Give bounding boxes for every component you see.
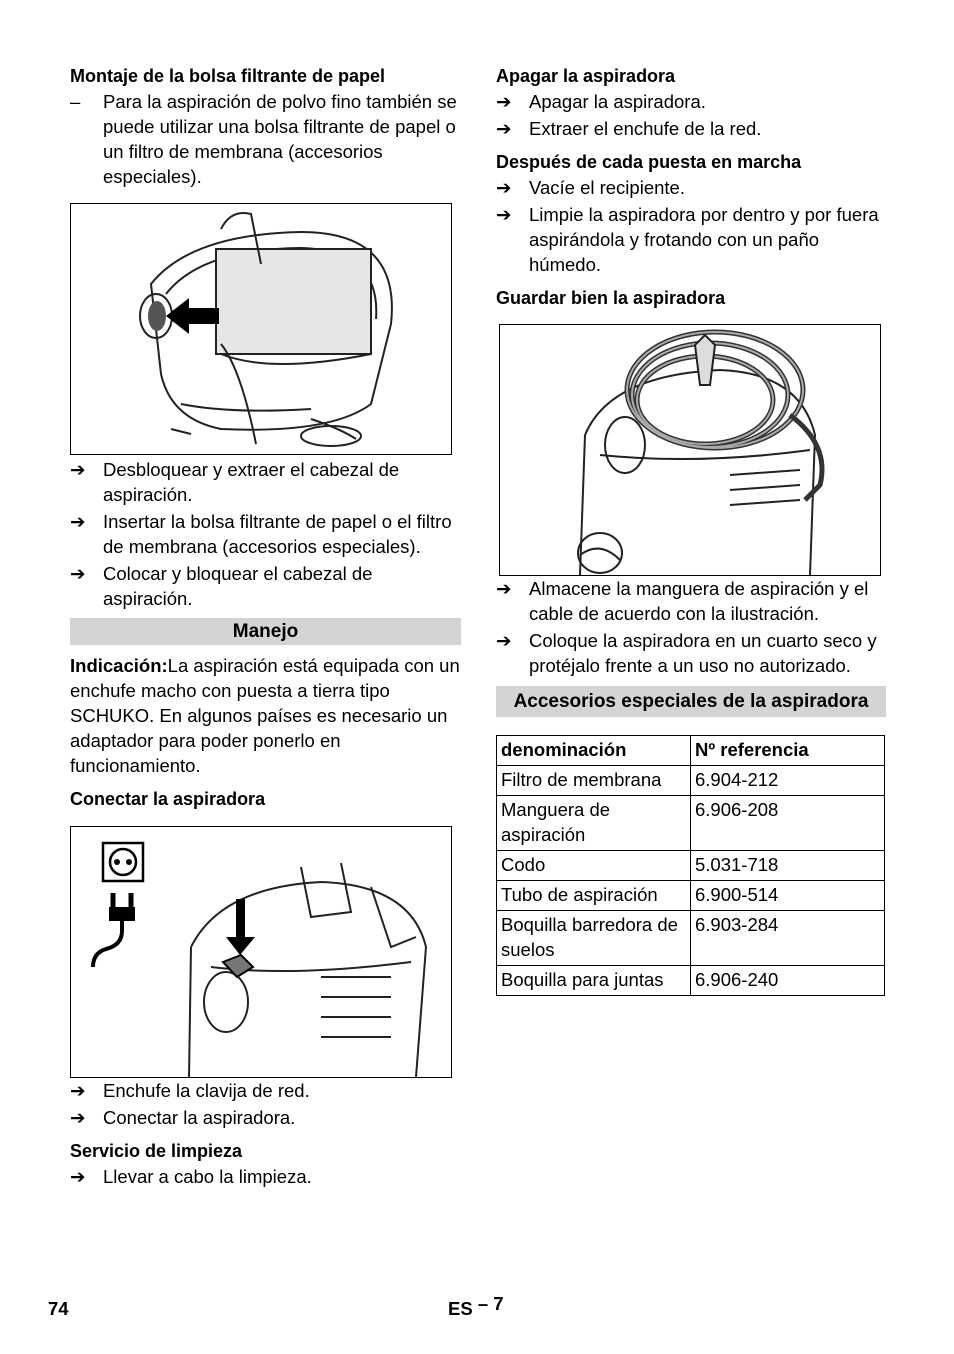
arrow-right-icon: ➔ (70, 1166, 86, 1187)
step-item: ➔ Vacíe el recipiente. (496, 177, 685, 198)
step-item: ➔ Llevar a cabo la limpieza. (70, 1166, 312, 1187)
section-band-accesorios: Accesorios especiales de la aspiradora (496, 686, 886, 717)
section-title-storage: Guardar bien la aspiradora (496, 288, 726, 308)
table-row: Boquilla barredora de suelos 6.903-284 (497, 911, 885, 966)
arrow-right-icon: ➔ (496, 578, 512, 599)
right-column (496, 64, 886, 996)
step-item: ➔ Insertar la bolsa filtrante de papel o el filtro de membrana (accesorios especiales). (70, 511, 452, 557)
left-column (70, 64, 461, 1191)
dash-item: – Para la aspiración de polvo fino también se puede utilizar una bolsa filtrante de papel o un filtro de membrana (accesorios especiales). (70, 91, 457, 187)
figure-filter-bag (70, 203, 452, 455)
arrow-right-icon: ➔ (496, 204, 512, 225)
section-title-connect: Conectar la aspiradora (70, 789, 266, 809)
footer-section (448, 1293, 504, 1320)
note-paragraph (70, 653, 461, 778)
arrow-right-icon: ➔ (70, 1080, 86, 1101)
section-title-after-use: Después de cada puesta en marcha (496, 152, 802, 172)
section-title-switch-off: Apagar la aspiradora (496, 66, 676, 86)
dash-icon: – (70, 91, 81, 112)
figure-connect (70, 826, 452, 1078)
arrow-right-icon: ➔ (70, 459, 86, 480)
vacuum-plug-illustration (71, 827, 451, 1077)
arrow-right-icon: ➔ (496, 177, 512, 198)
step-item: ➔ Desbloquear y extraer el cabezal de aspiración. (70, 459, 400, 505)
step-item: ➔ Extraer el enchufe de la red. (496, 118, 762, 139)
step-item: ➔ Almacene la manguera de aspiración y el cable de acuerdo con la ilustración. (496, 578, 869, 624)
arrow-right-icon: ➔ (70, 511, 86, 532)
table-row: Tubo de aspiración 6.900-514 (497, 881, 885, 911)
section-title-cleaning: Servicio de limpieza (70, 1141, 243, 1161)
arrow-right-icon: ➔ (70, 563, 86, 584)
column-header-ref: Nº referencia (691, 736, 885, 766)
step-item: ➔ Conectar la aspiradora. (70, 1107, 296, 1128)
table-row: Filtro de membrana 6.904-212 (497, 766, 885, 796)
step-item: ➔ Enchufe la clavija de red. (70, 1080, 310, 1101)
table-header-row (497, 736, 885, 766)
section-title-filter-bag: Montaje de la bolsa filtrante de papel (70, 66, 386, 86)
vacuum-open-illustration (71, 204, 451, 454)
step-item: ➔ Colocar y bloquear el cabezal de aspiración. (70, 563, 373, 609)
figure-storage (499, 324, 881, 576)
arrow-right-icon: ➔ (70, 1107, 86, 1128)
note-label: Indicación: (70, 655, 168, 676)
note-text: La aspiración está equipada con un enchufe macho con puesta a tierra tipo SCHUKO. En algunos países es necesario un adaptador para poder ponerlo en funcionamiento. (70, 655, 460, 776)
arrow-right-icon: ➔ (496, 91, 512, 112)
arrow-right-icon: ➔ (496, 118, 512, 139)
step-item: ➔ Apagar la aspiradora. (496, 91, 706, 112)
footer-section-number: – 7 (477, 1293, 504, 1314)
step-item: ➔ Limpie la aspiradora por dentro y por fuera aspirándola y frotando con un paño húmedo. (496, 204, 879, 275)
step-item: ➔ Coloque la aspiradora en un cuarto seco y protéjalo frente a un uso no autorizado. (496, 630, 877, 676)
table-row: Codo 5.031-718 (497, 851, 885, 881)
arrow-right-icon: ➔ (496, 630, 512, 651)
page-number: 74 (48, 1298, 69, 1319)
section-band-manejo: Manejo (70, 618, 461, 645)
table-row: Boquilla para juntas 6.906-240 (497, 966, 885, 996)
accessories-table (496, 735, 885, 996)
column-header-name: denominación (497, 736, 691, 766)
vacuum-storage-illustration (500, 325, 880, 575)
table-row: Manguera de aspiración 6.906-208 (497, 796, 885, 851)
footer-lang: ES (448, 1298, 473, 1319)
